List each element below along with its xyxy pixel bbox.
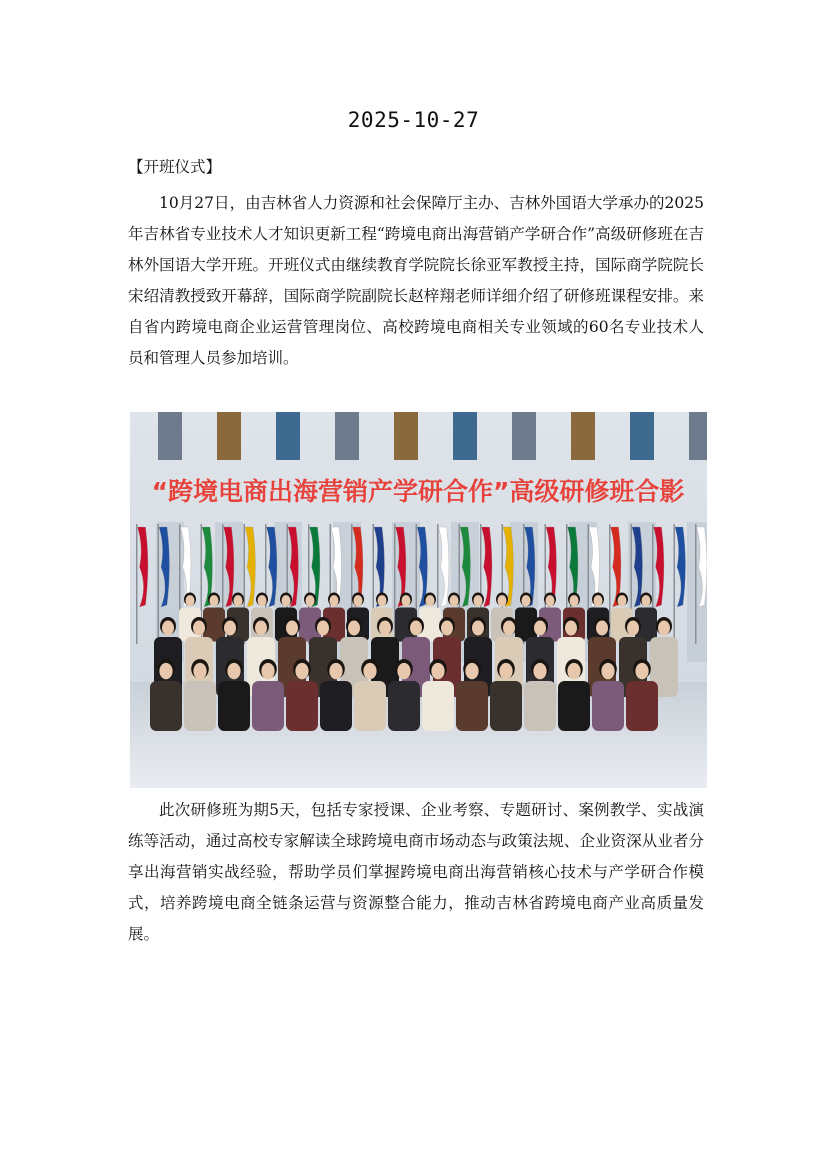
photo-caption: “跨境电商出海营销产学研合作”高级研修班合影 [151,477,685,506]
section-title: 【开班仪式】 [128,158,222,176]
paragraph-2: 此次研修班为期5天，包括专家授课、企业考察、专题研讨、案例教学、实战演练等活动，通过高校专家解读全球跨境电商市场动态与政策法规、企业资深从业者分享出海营销实战经验，帮助学员们掌握跨境电商出海营销核心技术与产学研合作模式，培养跨境电商全链条运营与资源整合能力，推动吉林省跨境电商产业高质量发展。 [128,801,704,943]
group-photo [130,412,707,788]
document-date: 2025-10-27 [347,108,480,132]
paragraph-1: 10月27日，由吉林省人力资源和社会保障厅主办、吉林外国语大学承办的2025年吉林省专业技术人才知识更新工程“跨境电商出海营销产学研合作”高级研修班在吉林外国语大学开班。开班仪式由继续教育学院院长徐亚军教授主持，国际商学院院长宋绍清教授致开幕辞，国际商学院副院长赵梓翔老师详细介绍了研修班课程安排。来自省内跨境电商企业运营管理岗位、高校跨境电商相关专业领域的60名专业技术人员和管理人员参加培训。 [128,194,704,367]
